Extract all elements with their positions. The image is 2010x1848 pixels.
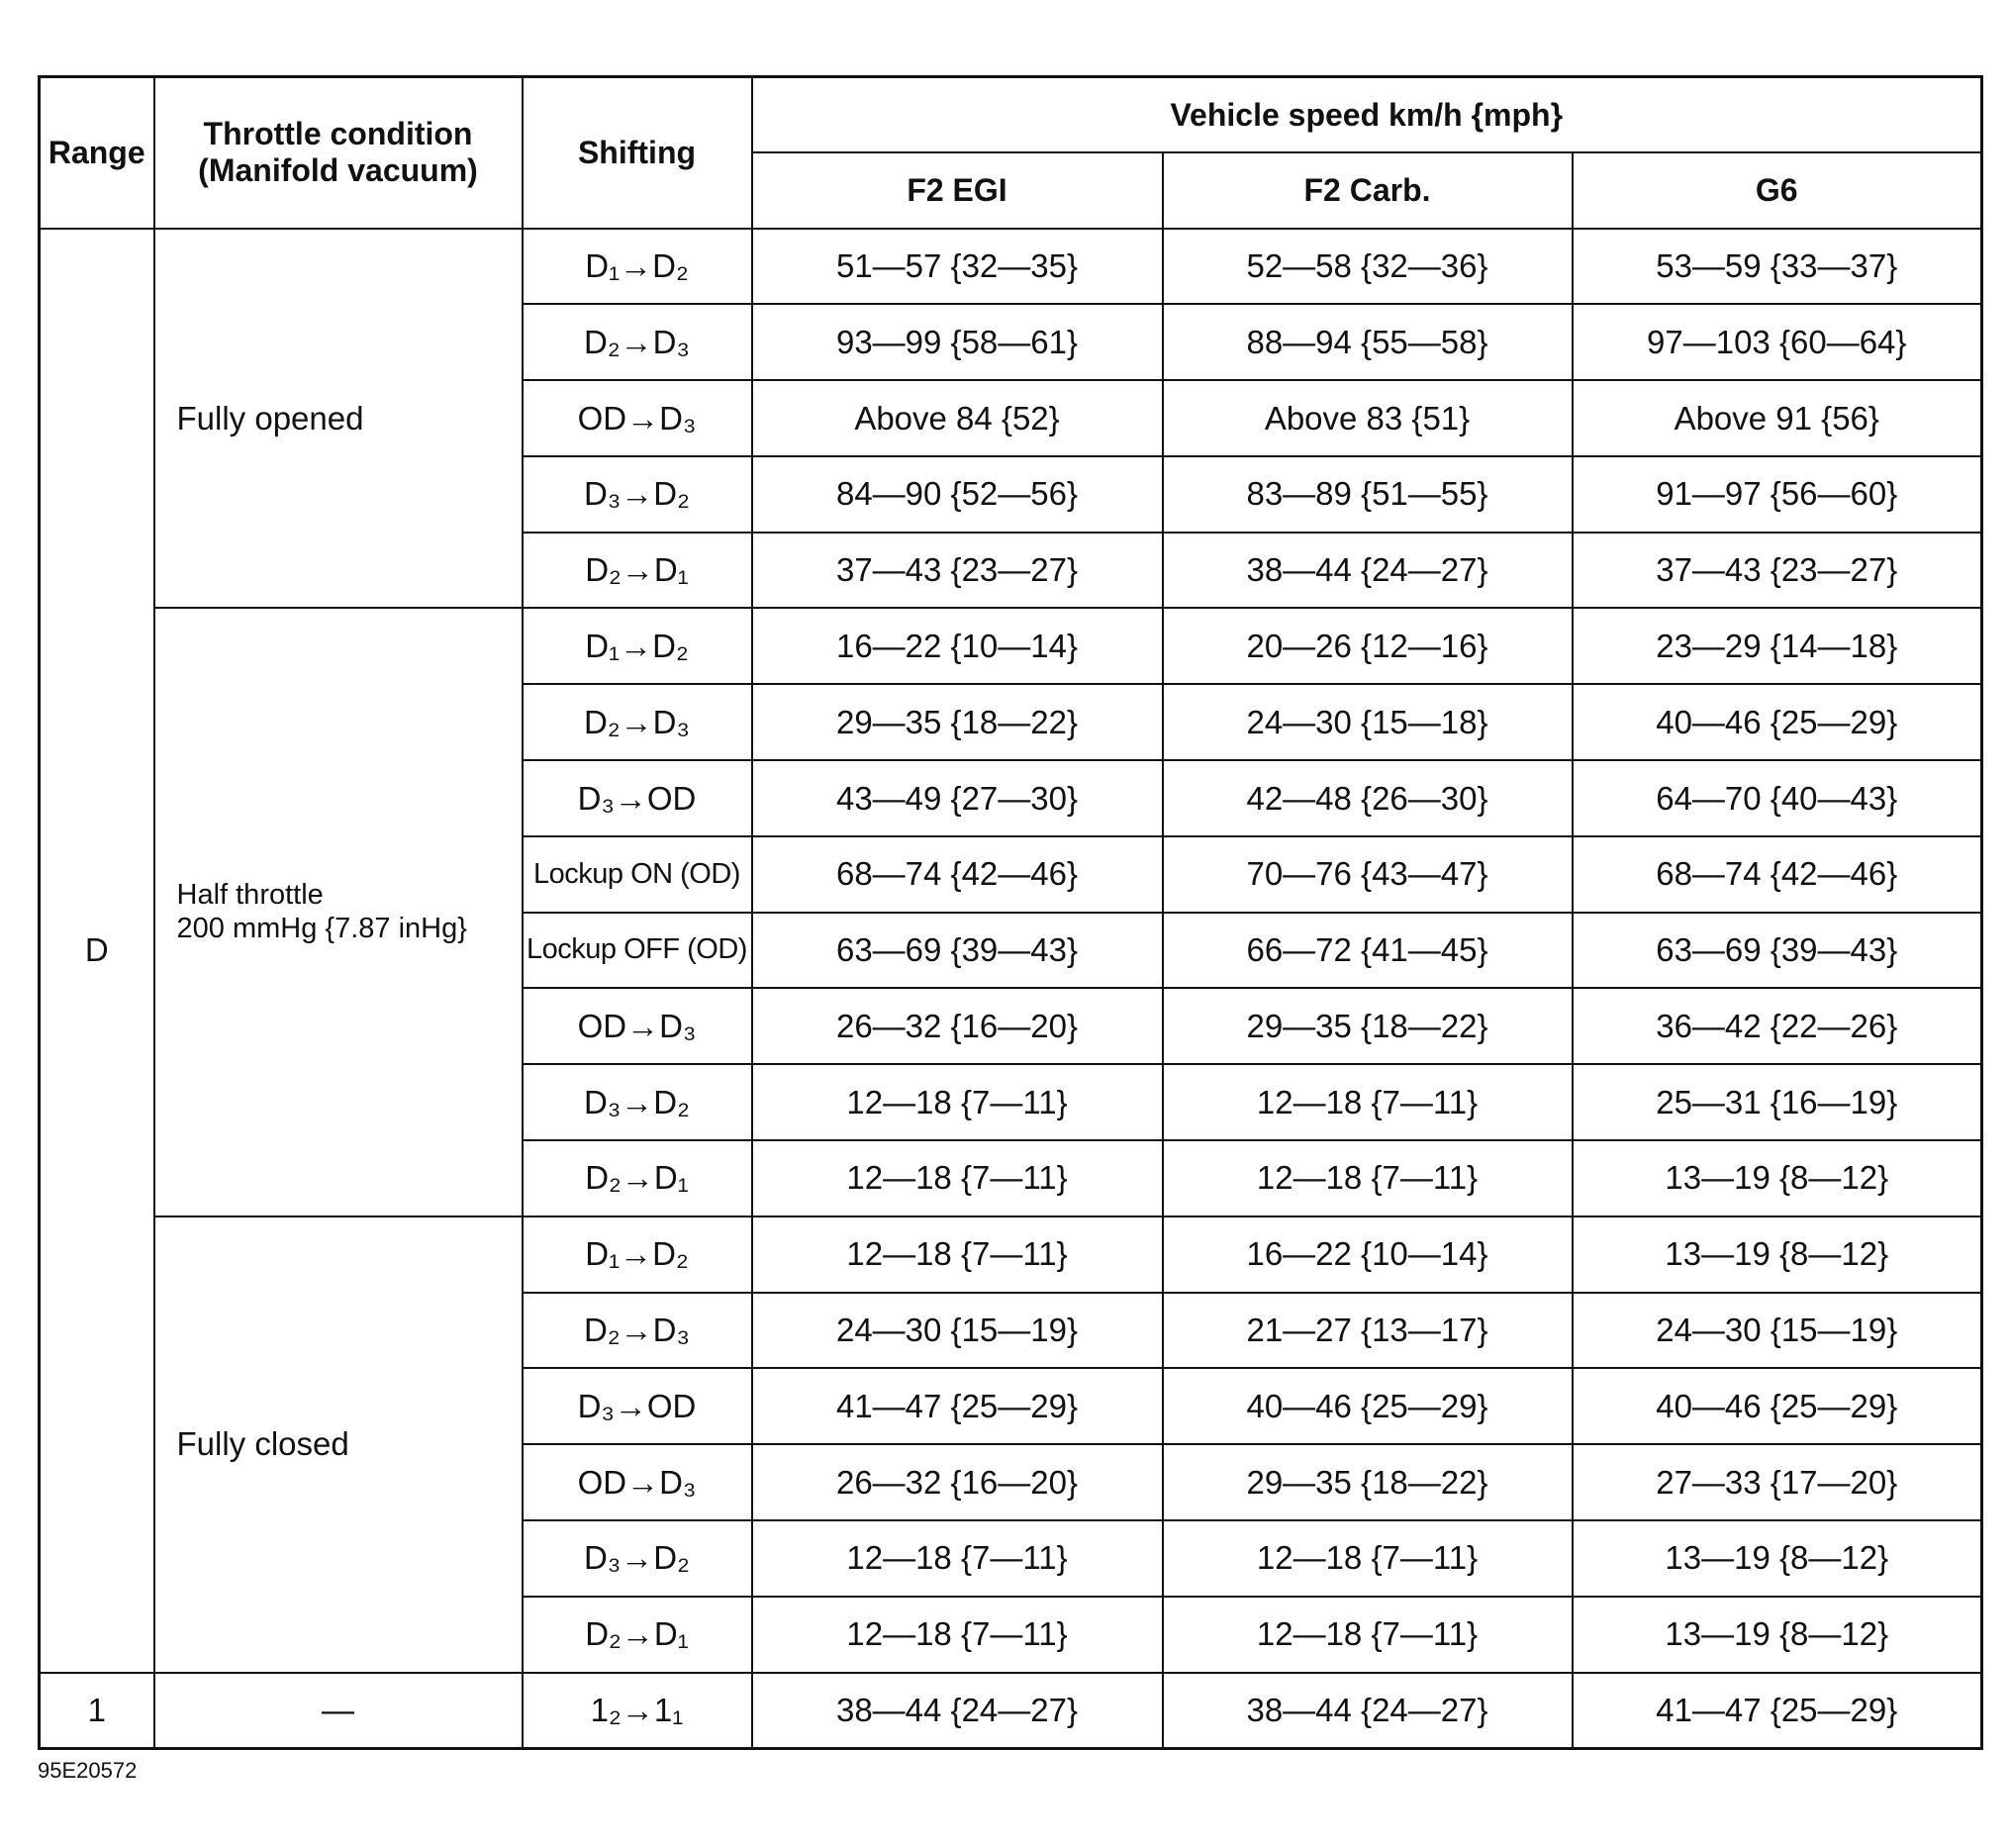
speed-cell-f2-carb: 38—44 {24—27} (1163, 533, 1573, 609)
speed-cell-f2-carb: 88—94 {55—58} (1163, 304, 1573, 380)
speed-cell-g6: Above 91 {56} (1573, 380, 1982, 456)
speed-cell-g6: 13—19 {8—12} (1573, 1140, 1982, 1216)
speed-cell-f2-egi: 12—18 {7—11} (752, 1064, 1163, 1140)
shift-cell: D₃→OD (523, 1368, 752, 1444)
shift-speed-table (38, 75, 1983, 1750)
speed-cell-g6: 37—43 {23—27} (1573, 533, 1982, 609)
speed-cell-f2-egi: 12—18 {7—11} (752, 1597, 1163, 1673)
speed-cell-g6: 24—30 {15—19} (1573, 1293, 1982, 1369)
throttle-half-line2: 200 mmHg {7.87 inHg} (176, 912, 467, 944)
speed-cell-f2-carb: 12—18 {7—11} (1163, 1064, 1573, 1140)
speed-cell-f2-carb: 42—48 {26—30} (1163, 760, 1573, 836)
speed-cell-f2-carb: 40—46 {25—29} (1163, 1368, 1573, 1444)
speed-cell-g6: 68—74 {42—46} (1573, 836, 1982, 913)
speed-cell-f2-egi: 12—18 {7—11} (752, 1520, 1163, 1597)
speed-cell-g6: 13—19 {8—12} (1573, 1520, 1982, 1597)
speed-cell-f2-egi: 24—30 {15—19} (752, 1293, 1163, 1369)
throttle-half-line1: Half throttle (176, 879, 324, 912)
header-vehicle-speed: Vehicle speed km/h {mph} (752, 77, 1982, 153)
shift-cell: D₁→D₂ (523, 1216, 752, 1293)
speed-cell-f2-egi: 37—43 {23—27} (752, 533, 1163, 609)
table-row (40, 229, 1982, 305)
header-f2-carb: F2 Carb. (1163, 152, 1573, 229)
speed-cell-g6: 40—46 {25—29} (1573, 684, 1982, 760)
speed-cell-g6: 41—47 {25—29} (1573, 1673, 1982, 1749)
shift-cell: D₂→D₃ (523, 684, 752, 760)
speed-cell-f2-egi: 16—22 {10—14} (752, 608, 1163, 684)
speed-cell-f2-egi: 29—35 {18—22} (752, 684, 1163, 760)
shift-cell: Lockup OFF (OD) (523, 913, 752, 989)
speed-cell-f2-carb: 29—35 {18—22} (1163, 988, 1573, 1064)
speed-cell-g6: 13—19 {8—12} (1573, 1597, 1982, 1673)
speed-cell-f2-carb: 21—27 {13—17} (1163, 1293, 1573, 1369)
speed-cell-f2-egi: 63—69 {39—43} (752, 913, 1163, 989)
speed-cell-g6: 63—69 {39—43} (1573, 913, 1982, 989)
header-shifting: Shifting (523, 77, 752, 229)
speed-cell-f2-egi: 26—32 {16—20} (752, 988, 1163, 1064)
speed-cell-g6: 53—59 {33—37} (1573, 229, 1982, 305)
speed-cell-f2-carb: 66—72 {41—45} (1163, 913, 1573, 989)
shift-cell: OD→D₃ (523, 988, 752, 1064)
shift-cell: D₃→OD (523, 760, 752, 836)
header-throttle-condition (154, 77, 523, 229)
speed-cell-f2-egi: 51—57 {32—35} (752, 229, 1163, 305)
speed-cell-f2-carb: Above 83 {51} (1163, 380, 1573, 456)
shift-cell: D₁→D₂ (523, 608, 752, 684)
speed-cell-f2-egi: 68—74 {42—46} (752, 836, 1163, 913)
speed-cell-f2-egi: 12—18 {7—11} (752, 1216, 1163, 1293)
speed-cell-g6: 97—103 {60—64} (1573, 304, 1982, 380)
speed-cell-f2-egi: 84—90 {52—56} (752, 456, 1163, 533)
shift-cell: D₃→D₂ (523, 1520, 752, 1597)
throttle-none: — (154, 1673, 523, 1749)
speed-cell-f2-egi: 38—44 {24—27} (752, 1673, 1163, 1749)
speed-cell-f2-carb: 38—44 {24—27} (1163, 1673, 1573, 1749)
shift-cell: Lockup ON (OD) (523, 836, 752, 913)
speed-cell-f2-carb: 29—35 {18—22} (1163, 1444, 1573, 1520)
speed-cell-f2-carb: 12—18 {7—11} (1163, 1520, 1573, 1597)
table-row (40, 1216, 1982, 1293)
speed-cell-g6: 23—29 {14—18} (1573, 608, 1982, 684)
speed-cell-f2-egi: 43—49 {27—30} (752, 760, 1163, 836)
table-row (40, 608, 1982, 684)
speed-cell-f2-egi: Above 84 {52} (752, 380, 1163, 456)
speed-cell-f2-carb: 12—18 {7—11} (1163, 1140, 1573, 1216)
speed-cell-g6: 91—97 {56—60} (1573, 456, 1982, 533)
shift-cell: 1₂→1₁ (523, 1673, 752, 1749)
throttle-fully-closed: Fully closed (154, 1216, 523, 1673)
shift-cell: OD→D₃ (523, 380, 752, 456)
speed-cell-g6: 36—42 {22—26} (1573, 988, 1982, 1064)
speed-cell-f2-carb: 20—26 {12—16} (1163, 608, 1573, 684)
shift-cell: D₃→D₂ (523, 1064, 752, 1140)
header-f2-egi: F2 EGI (752, 152, 1163, 229)
speed-cell-f2-carb: 16—22 {10—14} (1163, 1216, 1573, 1293)
header-throttle-line1: Throttle condition (203, 116, 473, 152)
speed-cell-g6: 25—31 {16—19} (1573, 1064, 1982, 1140)
speed-cell-g6: 27—33 {17—20} (1573, 1444, 1982, 1520)
shift-cell: D₂→D₁ (523, 533, 752, 609)
table-row (40, 1673, 1982, 1749)
speed-cell-f2-egi: 93—99 {58—61} (752, 304, 1163, 380)
speed-cell-g6: 13—19 {8—12} (1573, 1216, 1982, 1293)
header-range: Range (40, 77, 154, 229)
header-throttle-line2: (Manifold vacuum) (198, 152, 478, 189)
speed-cell-g6: 40—46 {25—29} (1573, 1368, 1982, 1444)
speed-cell-f2-carb: 70—76 {43—47} (1163, 836, 1573, 913)
shift-cell: D₂→D₁ (523, 1140, 752, 1216)
shift-cell: D₃→D₂ (523, 456, 752, 533)
shift-cell: D₁→D₂ (523, 229, 752, 305)
figure-code: 95E20572 (38, 1758, 138, 1783)
shift-cell: OD→D₃ (523, 1444, 752, 1520)
speed-cell-f2-egi: 26—32 {16—20} (752, 1444, 1163, 1520)
speed-cell-f2-carb: 83—89 {51—55} (1163, 456, 1573, 533)
shift-cell: D₂→D₃ (523, 1293, 752, 1369)
range-cell-1: 1 (40, 1673, 154, 1749)
speed-cell-f2-carb: 52—58 {32—36} (1163, 229, 1573, 305)
header-g6: G6 (1573, 152, 1982, 229)
speed-cell-f2-egi: 12—18 {7—11} (752, 1140, 1163, 1216)
speed-cell-g6: 64—70 {40—43} (1573, 760, 1982, 836)
shift-cell: D₂→D₁ (523, 1597, 752, 1673)
throttle-fully-opened: Fully opened (154, 229, 523, 609)
throttle-half (154, 608, 523, 1216)
speed-cell-f2-egi: 41—47 {25—29} (752, 1368, 1163, 1444)
shift-cell: D₂→D₃ (523, 304, 752, 380)
speed-cell-f2-carb: 12—18 {7—11} (1163, 1597, 1573, 1673)
range-cell-d: D (40, 229, 154, 1673)
speed-cell-f2-carb: 24—30 {15—18} (1163, 684, 1573, 760)
